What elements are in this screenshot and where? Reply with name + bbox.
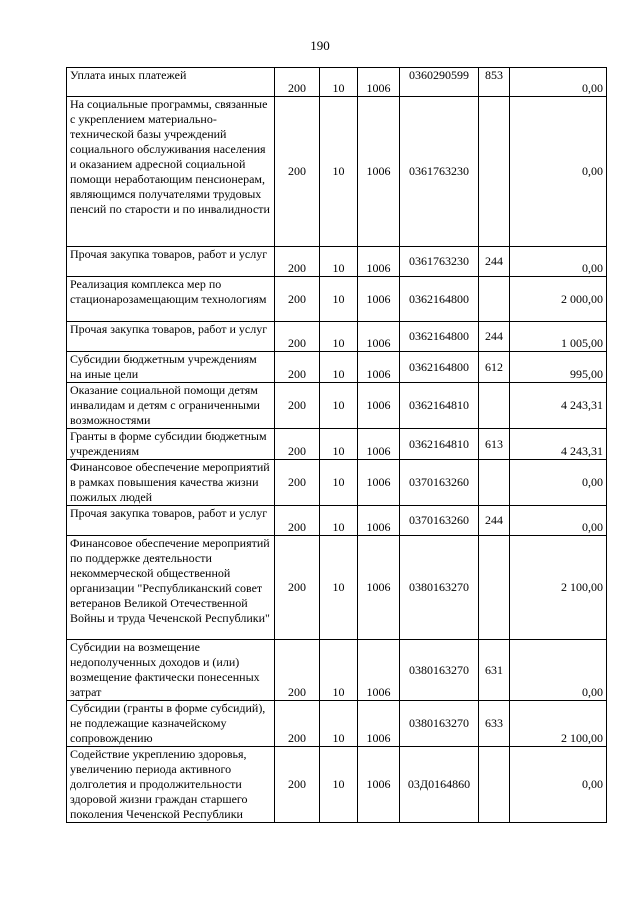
row-subsection-code: 1006: [358, 247, 400, 277]
row-target-code: 0362164800: [400, 352, 479, 383]
row-ministry-code: 200: [275, 640, 320, 701]
row-target-code: 0361763230: [400, 247, 479, 277]
table-row: [67, 322, 607, 352]
row-target-code: 0362164800: [400, 277, 479, 322]
row-subsection-code: 1006: [358, 97, 400, 247]
row-expense-type: 633: [479, 701, 510, 747]
row-subsection-code: 1006: [358, 536, 400, 640]
row-description: Содействие укреплению здоровья, увеличению периода активного долголетия и продолжительности здоровой жизни граждан старшего поколения Чеченской Республики: [67, 747, 275, 823]
row-amount: 995,00: [510, 352, 607, 383]
row-expense-type: [479, 536, 510, 640]
row-amount: 0,00: [510, 460, 607, 506]
row-target-code: 0362164810: [400, 429, 479, 460]
row-ministry-code: 200: [275, 352, 320, 383]
row-subsection-code: 1006: [358, 68, 400, 97]
row-expense-type: 631: [479, 640, 510, 701]
row-description: Гранты в форме субсидии бюджетным учреждениям: [67, 429, 275, 460]
row-subsection-code: 1006: [358, 352, 400, 383]
row-subsection-code: 1006: [358, 701, 400, 747]
row-amount: 2 000,00: [510, 277, 607, 322]
row-expense-type: [479, 97, 510, 247]
row-amount: 1 005,00: [510, 322, 607, 352]
row-target-code: 0362164810: [400, 383, 479, 429]
row-description: Прочая закупка товаров, работ и услуг: [67, 247, 275, 277]
row-section-code: 10: [320, 352, 358, 383]
row-ministry-code: 200: [275, 536, 320, 640]
row-section-code: 10: [320, 247, 358, 277]
row-expense-type: [479, 460, 510, 506]
row-ministry-code: 200: [275, 247, 320, 277]
row-amount: 0,00: [510, 68, 607, 97]
row-section-code: 10: [320, 460, 358, 506]
row-target-code: 0362164800: [400, 322, 479, 352]
row-target-code: 0380163270: [400, 640, 479, 701]
row-ministry-code: 200: [275, 506, 320, 536]
row-subsection-code: 1006: [358, 506, 400, 536]
row-section-code: 10: [320, 68, 358, 97]
row-description: Субсидии на возмещение недополученных доходов и (или) возмещение фактически понесенных затрат: [67, 640, 275, 701]
row-subsection-code: 1006: [358, 277, 400, 322]
row-target-code: 03Д0164860: [400, 747, 479, 823]
row-target-code: 0380163270: [400, 536, 479, 640]
row-expense-type: 244: [479, 247, 510, 277]
page-number: 190: [310, 38, 330, 53]
row-subsection-code: 1006: [358, 640, 400, 701]
row-section-code: 10: [320, 277, 358, 322]
row-description: Финансовое обеспечение мероприятий в рамках повышения качества жизни пожилых людей: [67, 460, 275, 506]
row-subsection-code: 1006: [358, 322, 400, 352]
row-section-code: 10: [320, 383, 358, 429]
row-subsection-code: 1006: [358, 429, 400, 460]
row-expense-type: 244: [479, 322, 510, 352]
table-row: [67, 352, 607, 383]
table-row: [67, 277, 607, 322]
row-amount: 0,00: [510, 506, 607, 536]
table-row: [67, 97, 607, 247]
row-amount: 2 100,00: [510, 536, 607, 640]
row-ministry-code: 200: [275, 747, 320, 823]
row-description: Прочая закупка товаров, работ и услуг: [67, 322, 275, 352]
row-target-code: 0370163260: [400, 506, 479, 536]
row-description: Финансовое обеспечение мероприятий по поддержке деятельности некоммерческой общественной организации "Республиканский совет ветеранов Великой Отечественной Войны и труда Чеченской Республики": [67, 536, 275, 640]
row-ministry-code: 200: [275, 322, 320, 352]
row-expense-type: 613: [479, 429, 510, 460]
row-ministry-code: 200: [275, 68, 320, 97]
row-amount: 4 243,31: [510, 383, 607, 429]
table-row: [67, 68, 607, 97]
row-section-code: 10: [320, 747, 358, 823]
row-description: Субсидии бюджетным учреждениям на иные цели: [67, 352, 275, 383]
row-target-code: 0361763230: [400, 97, 479, 247]
row-section-code: 10: [320, 536, 358, 640]
budget-table: [66, 67, 607, 823]
row-ministry-code: 200: [275, 383, 320, 429]
row-ministry-code: 200: [275, 701, 320, 747]
row-amount: 4 243,31: [510, 429, 607, 460]
row-description: Прочая закупка товаров, работ и услуг: [67, 506, 275, 536]
row-expense-type: 244: [479, 506, 510, 536]
row-section-code: 10: [320, 97, 358, 247]
row-description: Субсидии (гранты в форме субсидий), не подлежащие казначейскому сопровождению: [67, 701, 275, 747]
row-target-code: 0360290599: [400, 68, 479, 97]
table-row: [67, 747, 607, 823]
row-amount: 0,00: [510, 247, 607, 277]
row-section-code: 10: [320, 701, 358, 747]
row-description: Реализация комплекса мер по стационарозамещающим технологиям: [67, 277, 275, 322]
row-expense-type: 853: [479, 68, 510, 97]
row-description: На социальные программы, связанные с укреплением материально-технической базы учреждений социального обслуживания населения и оказанием адресной социальной помощи неработающим пенсионерам, являющимся получателями трудовых пенсий по старости и по инвалидности: [67, 97, 275, 247]
budget-table-body: [67, 68, 607, 823]
row-ministry-code: 200: [275, 97, 320, 247]
row-expense-type: [479, 383, 510, 429]
table-row: [67, 640, 607, 701]
row-subsection-code: 1006: [358, 747, 400, 823]
table-row: [67, 429, 607, 460]
row-amount: 2 100,00: [510, 701, 607, 747]
row-ministry-code: 200: [275, 460, 320, 506]
row-subsection-code: 1006: [358, 460, 400, 506]
row-ministry-code: 200: [275, 429, 320, 460]
table-row: [67, 247, 607, 277]
table-row: [67, 536, 607, 640]
row-description: Оказание социальной помощи детям инвалидам и детям с ограниченными возможностями: [67, 383, 275, 429]
table-row: [67, 460, 607, 506]
table-row: [67, 701, 607, 747]
row-section-code: 10: [320, 506, 358, 536]
row-amount: 0,00: [510, 640, 607, 701]
row-expense-type: 612: [479, 352, 510, 383]
table-row: [67, 383, 607, 429]
row-amount: 0,00: [510, 747, 607, 823]
row-ministry-code: 200: [275, 277, 320, 322]
row-section-code: 10: [320, 640, 358, 701]
row-expense-type: [479, 277, 510, 322]
row-description: Уплата иных платежей: [67, 68, 275, 97]
row-amount: 0,00: [510, 97, 607, 247]
row-section-code: 10: [320, 429, 358, 460]
row-target-code: 0370163260: [400, 460, 479, 506]
row-section-code: 10: [320, 322, 358, 352]
row-subsection-code: 1006: [358, 383, 400, 429]
row-expense-type: [479, 747, 510, 823]
row-target-code: 0380163270: [400, 701, 479, 747]
table-row: [67, 506, 607, 536]
